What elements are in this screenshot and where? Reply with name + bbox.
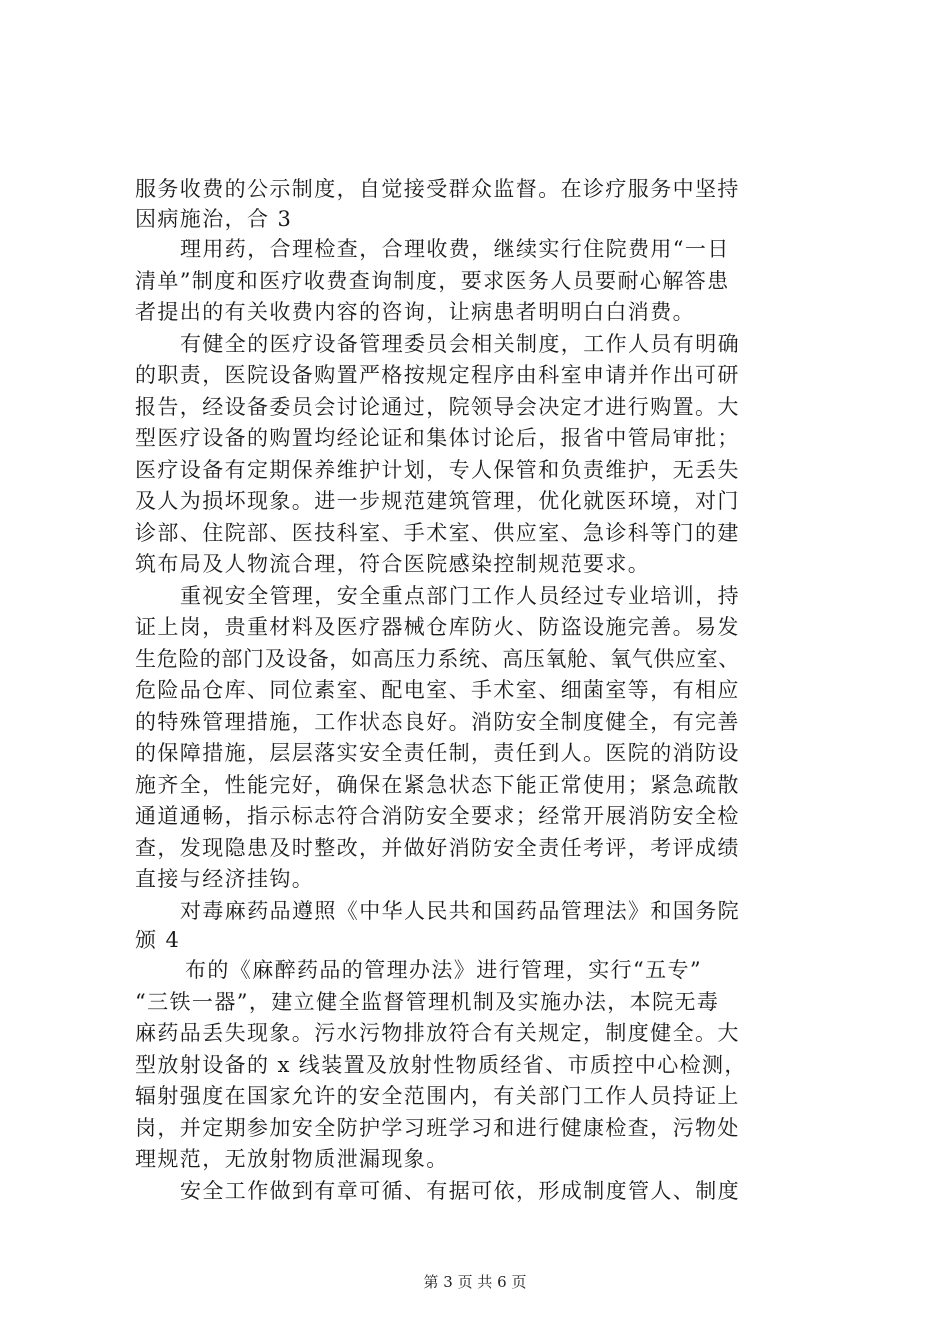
text-line: 型医疗设备的购置均经论证和集体讨论后，报省中管局审批； <box>135 426 740 450</box>
text-line: 因病施治，合 3 <box>135 207 293 231</box>
text-line: 颁 4 <box>135 928 181 952</box>
text-line: 通道通畅，指示标志符合消防安全要求；经常开展消防安全检 <box>135 804 740 828</box>
text-line: “三铁一器”，建立健全监督管理机制及实施办法，本院无毒 <box>135 990 720 1014</box>
text-line: 布的《麻醉药品的管理办法》进行管理，实行“五专” <box>185 958 703 982</box>
text-line: 的职责，医院设备购置严格按规定程序由科室申请并作出可研 <box>135 363 740 387</box>
text-line: 筑布局及人物流合理，符合医院感染控制规范要求。 <box>135 552 651 576</box>
text-line: 岗，并定期参加安全防护学习班学习和进行健康检查，污物处 <box>135 1116 740 1140</box>
text-line: 重视安全管理，安全重点部门工作人员经过专业培训，持 <box>180 584 740 608</box>
text-line: 直接与经济挂钩。 <box>135 867 315 891</box>
text-line: 危险品仓库、同位素室、配电室、手术室、细菌室等，有相应 <box>135 678 740 702</box>
text-line: 证上岗，贵重材料及医疗器械仓库防火、防盗设施完善。易发 <box>135 615 740 639</box>
text-line: 有健全的医疗设备管理委员会相关制度，工作人员有明确 <box>180 332 740 356</box>
text-line: 诊部、住院部、医技科室、手术室、供应室、急诊科等门的建 <box>135 521 740 545</box>
text-line: 查，发现隐患及时整改，并做好消防安全责任考评，考评成绩 <box>135 836 740 860</box>
text-line: 的保障措施，层层落实安全责任制，责任到人。医院的消防设 <box>135 741 740 765</box>
text-line: 者提出的有关收费内容的咨询，让病患者明明白白消费。 <box>135 300 695 324</box>
page-number: 第 3 页 共 6 页 <box>423 1273 527 1291</box>
text-line: 及人为损坏现象。进一步规范建筑管理，优化就医环境，对门 <box>135 489 740 513</box>
text-line: 报告，经设备委员会讨论通过，院领导会决定才进行购置。大 <box>135 395 740 419</box>
text-line: 的特殊管理措施，工作状态良好。消防安全制度健全，有完善 <box>135 710 740 734</box>
text-line: 辐射强度在国家允许的安全范围内，有关部门工作人员持证上 <box>135 1084 740 1108</box>
text-line: 型放射设备的 x 线装置及放射性物质经省、市质控中心检测， <box>135 1053 747 1077</box>
text-line: 对毒麻药品遵照《中华人民共和国药品管理法》和国务院 <box>180 899 740 923</box>
text-line: 理规范，无放射物质泄漏现象。 <box>135 1147 449 1171</box>
text-line: 医疗设备有定期保养维护计划，专人保管和负责维护，无丢失 <box>135 458 740 482</box>
text-line: 理用药，合理检查，合理收费，继续实行住院费用“一日 <box>180 237 730 261</box>
text-line: 施齐全，性能完好，确保在紧急状态下能正常使用；紧急疏散 <box>135 773 740 797</box>
text-line: 清单”制度和医疗收费查询制度，要求医务人员要耐心解答患 <box>135 269 730 293</box>
text-line: 麻药品丢失现象。污水污物排放符合有关规定，制度健全。大 <box>135 1021 740 1045</box>
text-line: 服务收费的公示制度，自觉接受群众监督。在诊疗服务中坚持 <box>135 177 740 201</box>
text-line: 安全工作做到有章可循、有据可依，形成制度管人、制度 <box>180 1179 740 1203</box>
text-line: 生危险的部门及设备，如高压力系统、高压氧舱、氧气供应室、 <box>135 647 740 671</box>
